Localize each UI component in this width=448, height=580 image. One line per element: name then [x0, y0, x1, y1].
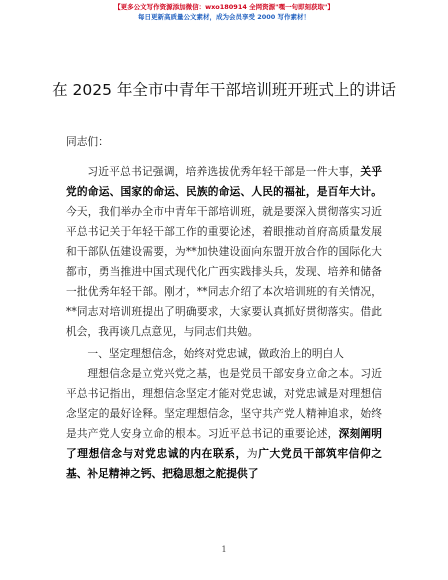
section-heading-1: 一、坚定理想信念，始终对党忠诚，做政治上的明白人 — [87, 347, 344, 360]
paragraph-2-bold-2: 广大党员干部筑牢信仰之基、补足精神之钙、把稳思想之舵提供了 — [66, 447, 382, 480]
page-number: 1 — [221, 545, 227, 554]
paragraph-2-part-a: 理想信念是立党兴党之基，也是党员干部安身立命之本。习近平总书记指出，理想信念坚定才能对党忠诚，对党忠诚是对理想信念坚定的最好诠释。坚定理想信念，坚守共产党人精神追求，始终是共产党人安身立命的根本。习近平总书记的重要论述， — [66, 367, 382, 440]
salutation: 同志们： — [66, 135, 109, 148]
paragraph-1-part-c: 今天，我们举办全市中青年干部培训班，就是要深入贯彻落实习近平总书记关于年轻干部工作的重要论述，着眼推动首府高质量发展和干部队伍建设需要，为**加快建设面向东盟开放合作的国际化大都市，勇当推进中国式现代化广西实践排头兵，发现、培养和储备一批优秀年轻干部。刚才，**同志介绍了本次培训班的有关情况，**同志对培训班提出了明确要求，大家要认真抓好贯彻落实。借此机会，我再谈几点意见，与同志们共勉。 — [66, 205, 382, 338]
banner-line-1: 【更多公文写作资源添加微信：wxo180914 全网资源"嘿一句即刻获取"】 — [114, 3, 334, 11]
paragraph-1-part-a: 习近平总书记强调，培养选拔优秀年轻干部是一件大事， — [87, 165, 361, 178]
document-body — [66, 132, 382, 484]
paragraph-1-bold: 关乎党的命运、国家的命运、民族的命运、人民的福祉，是百年大计。 — [66, 165, 382, 198]
paragraph-2 — [66, 364, 382, 484]
document-title: 在 2025 年全市中青年干部培训班开班式上的讲话 — [52, 81, 396, 99]
paragraph-1 — [66, 162, 382, 342]
header-banner — [0, 2, 448, 22]
banner-line-2: 每日更新高质量公文素材，成为会员享受 2000 写作素材！ — [137, 13, 311, 21]
paragraph-2-part-c: 为 — [246, 447, 259, 460]
paragraph-2-bold-1: 深刻阐明了理想信念与对党忠诚的内在联系， — [66, 427, 382, 460]
